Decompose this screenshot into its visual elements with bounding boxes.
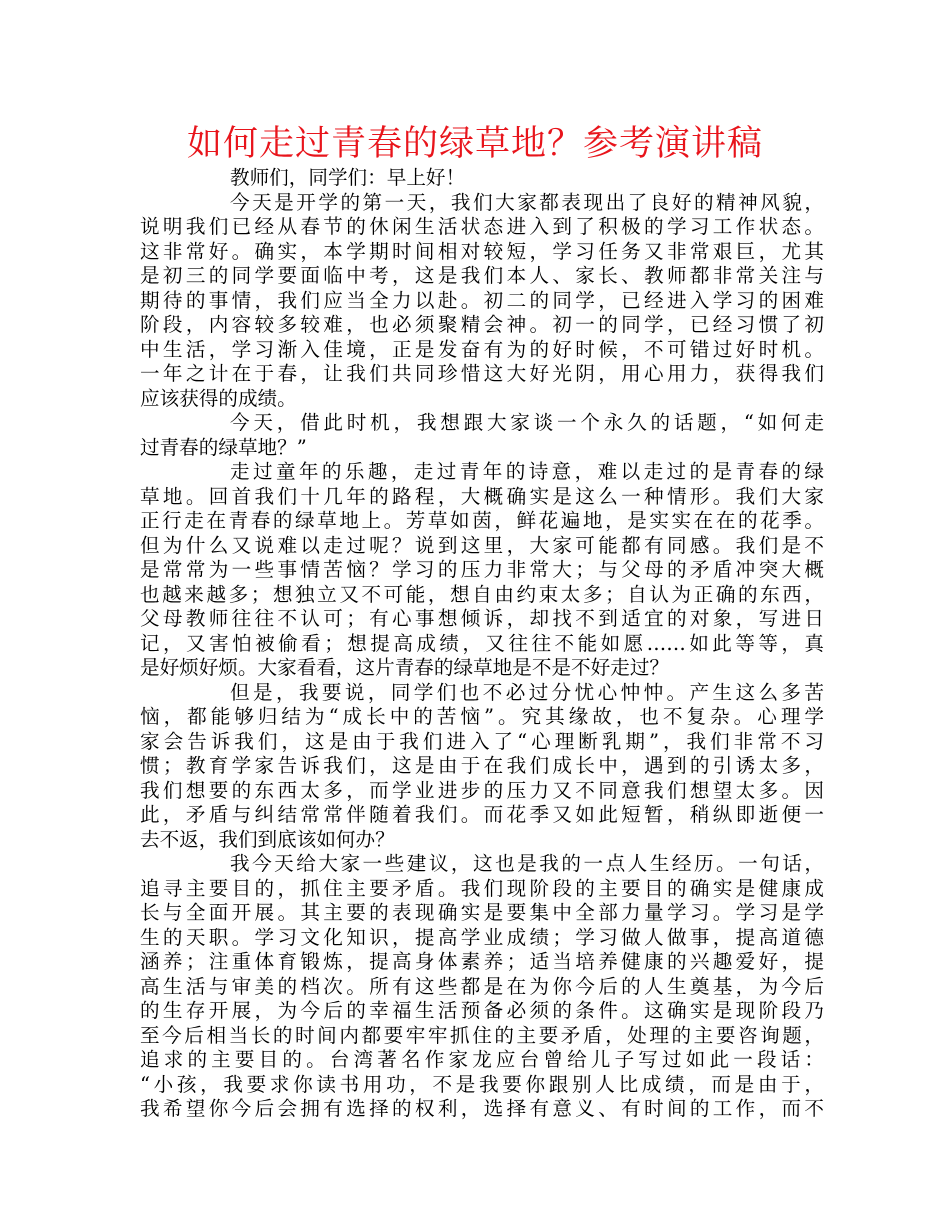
text-line: 是初三的同学要面临中考，这是我们本人、家长、教师都非常关注与 bbox=[140, 264, 824, 287]
text-line: 惯；教育学家告诉我们，这是由于在我们成长中，遇到的引诱太多， bbox=[140, 754, 824, 777]
text-line: “小孩，我要求你读书用功，不是我要你跟别人比成绩，而是由于， bbox=[140, 1072, 824, 1096]
text-line: 此，矛盾与纠结常常伴随着我们。而花季又如此短暂，稍纵即逝便一 bbox=[140, 803, 824, 826]
text-line: 一年之计在于春，让我们共同珍惜这大好光阴，用心用力，获得我们 bbox=[140, 362, 824, 385]
text-line: 过青春的绿草地？” bbox=[140, 435, 307, 459]
text-line: 记，又害怕被偷看；想提高成绩，又往往不能如愿……如此等等，真 bbox=[140, 631, 824, 655]
text-line: 追求的主要目的。台湾著名作家龙应台曾给儿子写过如此一段话： bbox=[140, 1048, 824, 1071]
text-line: 今天，借此时机，我想跟大家谈一个永久的话题，“如何走 bbox=[230, 411, 824, 434]
text-line: 我希望你今后会拥有选择的权利，选择有意义、有时间的工作，而不 bbox=[140, 1097, 824, 1120]
text-line: 这非常好。确实，本学期时间相对较短，学习任务又非常艰巨，尤其 bbox=[140, 239, 824, 263]
text-line: 阶段，内容较多较难，也必须聚精会神。初一的同学，已经习惯了初 bbox=[140, 313, 824, 336]
text-line: 去不返，我们到底该如何办？ bbox=[140, 827, 395, 851]
document-body bbox=[140, 166, 824, 1122]
text-line: 家会告诉我们，这是由于我们进入了“心理断乳期”，我们非常不习 bbox=[140, 729, 824, 753]
text-line: 是常常为一些事情苦恼？学习的压力非常大；与父母的矛盾冲突大概 bbox=[140, 558, 824, 581]
text-line: 正行走在青春的绿草地上。芳草如茵，鲜花遍地，是实实在在的花季。 bbox=[140, 509, 824, 532]
text-line: 长与全面开展。其主要的表现确实是要集中全部力量学习。学习是学 bbox=[140, 901, 824, 924]
text-line: 是好烦好烦。大家看看，这片青春的绿草地是不是不好走过？ bbox=[140, 656, 670, 679]
text-line: 中生活，学习渐入佳境，正是发奋有为的好时候，不可错过好时机。 bbox=[140, 337, 824, 361]
text-line: 恼，都能够归结为“成长中的苦恼”。究其缘故，也不复杂。心理学 bbox=[140, 705, 824, 728]
text-line: 我们想要的东西太多，而学业进步的压力又不同意我们想望太多。因 bbox=[140, 778, 824, 802]
text-line: 我今天给大家一些建议，这也是我的一点人生经历。一句话， bbox=[230, 852, 824, 875]
document-title: 如何走过青春的绿草地？参考演讲稿 bbox=[186, 124, 763, 164]
text-line: 应该获得的成绩。 bbox=[140, 386, 297, 410]
text-line: 高生活与审美的档次。所有这些都是在为你今后的人生奠基，为今后 bbox=[140, 974, 824, 998]
text-line: 父母教师往往不认可；有心事想倾诉，却找不到适宜的对象，写进日 bbox=[140, 607, 824, 630]
text-line: 至今后相当长的时间内都要牢牢抓住的主要矛盾，处理的主要咨询题， bbox=[140, 1023, 824, 1047]
text-line: 走过童年的乐趣，走过青年的诗意，难以走过的是青春的绿 bbox=[230, 460, 824, 483]
text-line: 但为什么又说难以走过呢？说到这里，大家可能都有同感。我们是不 bbox=[140, 533, 824, 557]
text-line: 今天是开学的第一天，我们大家都表现出了良好的精神风貌， bbox=[230, 190, 824, 214]
text-line: 期待的事情，我们应当全力以赴。初二的同学，已经进入学习的困难 bbox=[140, 288, 824, 312]
text-line: 生的天职。学习文化知识，提高学业成绩；学习做人做事，提高道德 bbox=[140, 925, 824, 949]
text-line: 教师们，同学们：早上好！ bbox=[230, 166, 466, 189]
text-line: 的生存开展，为今后的幸福生活预备必须的条件。这确实是现阶段乃 bbox=[140, 999, 824, 1022]
text-line: 涵养；注重体育锻炼，提高身体素养；适当培养健康的兴趣爱好，提 bbox=[140, 950, 824, 973]
text-line: 追寻主要目的，抓住主要矛盾。我们现阶段的主要目的确实是健康成 bbox=[140, 876, 824, 900]
text-line: 草地。回首我们十几年的路程，大概确实是这么一种情形。我们大家 bbox=[140, 484, 824, 508]
text-line: 也越来越多；想独立又不可能，想自由约束太多；自认为正确的东西， bbox=[140, 582, 824, 606]
text-line: 但是，我要说，同学们也不必过分忧心忡忡。产生这么多苦 bbox=[230, 680, 824, 704]
text-line: 说明我们已经从春节的休闲生活状态进入到了积极的学习工作状态。 bbox=[140, 215, 824, 238]
